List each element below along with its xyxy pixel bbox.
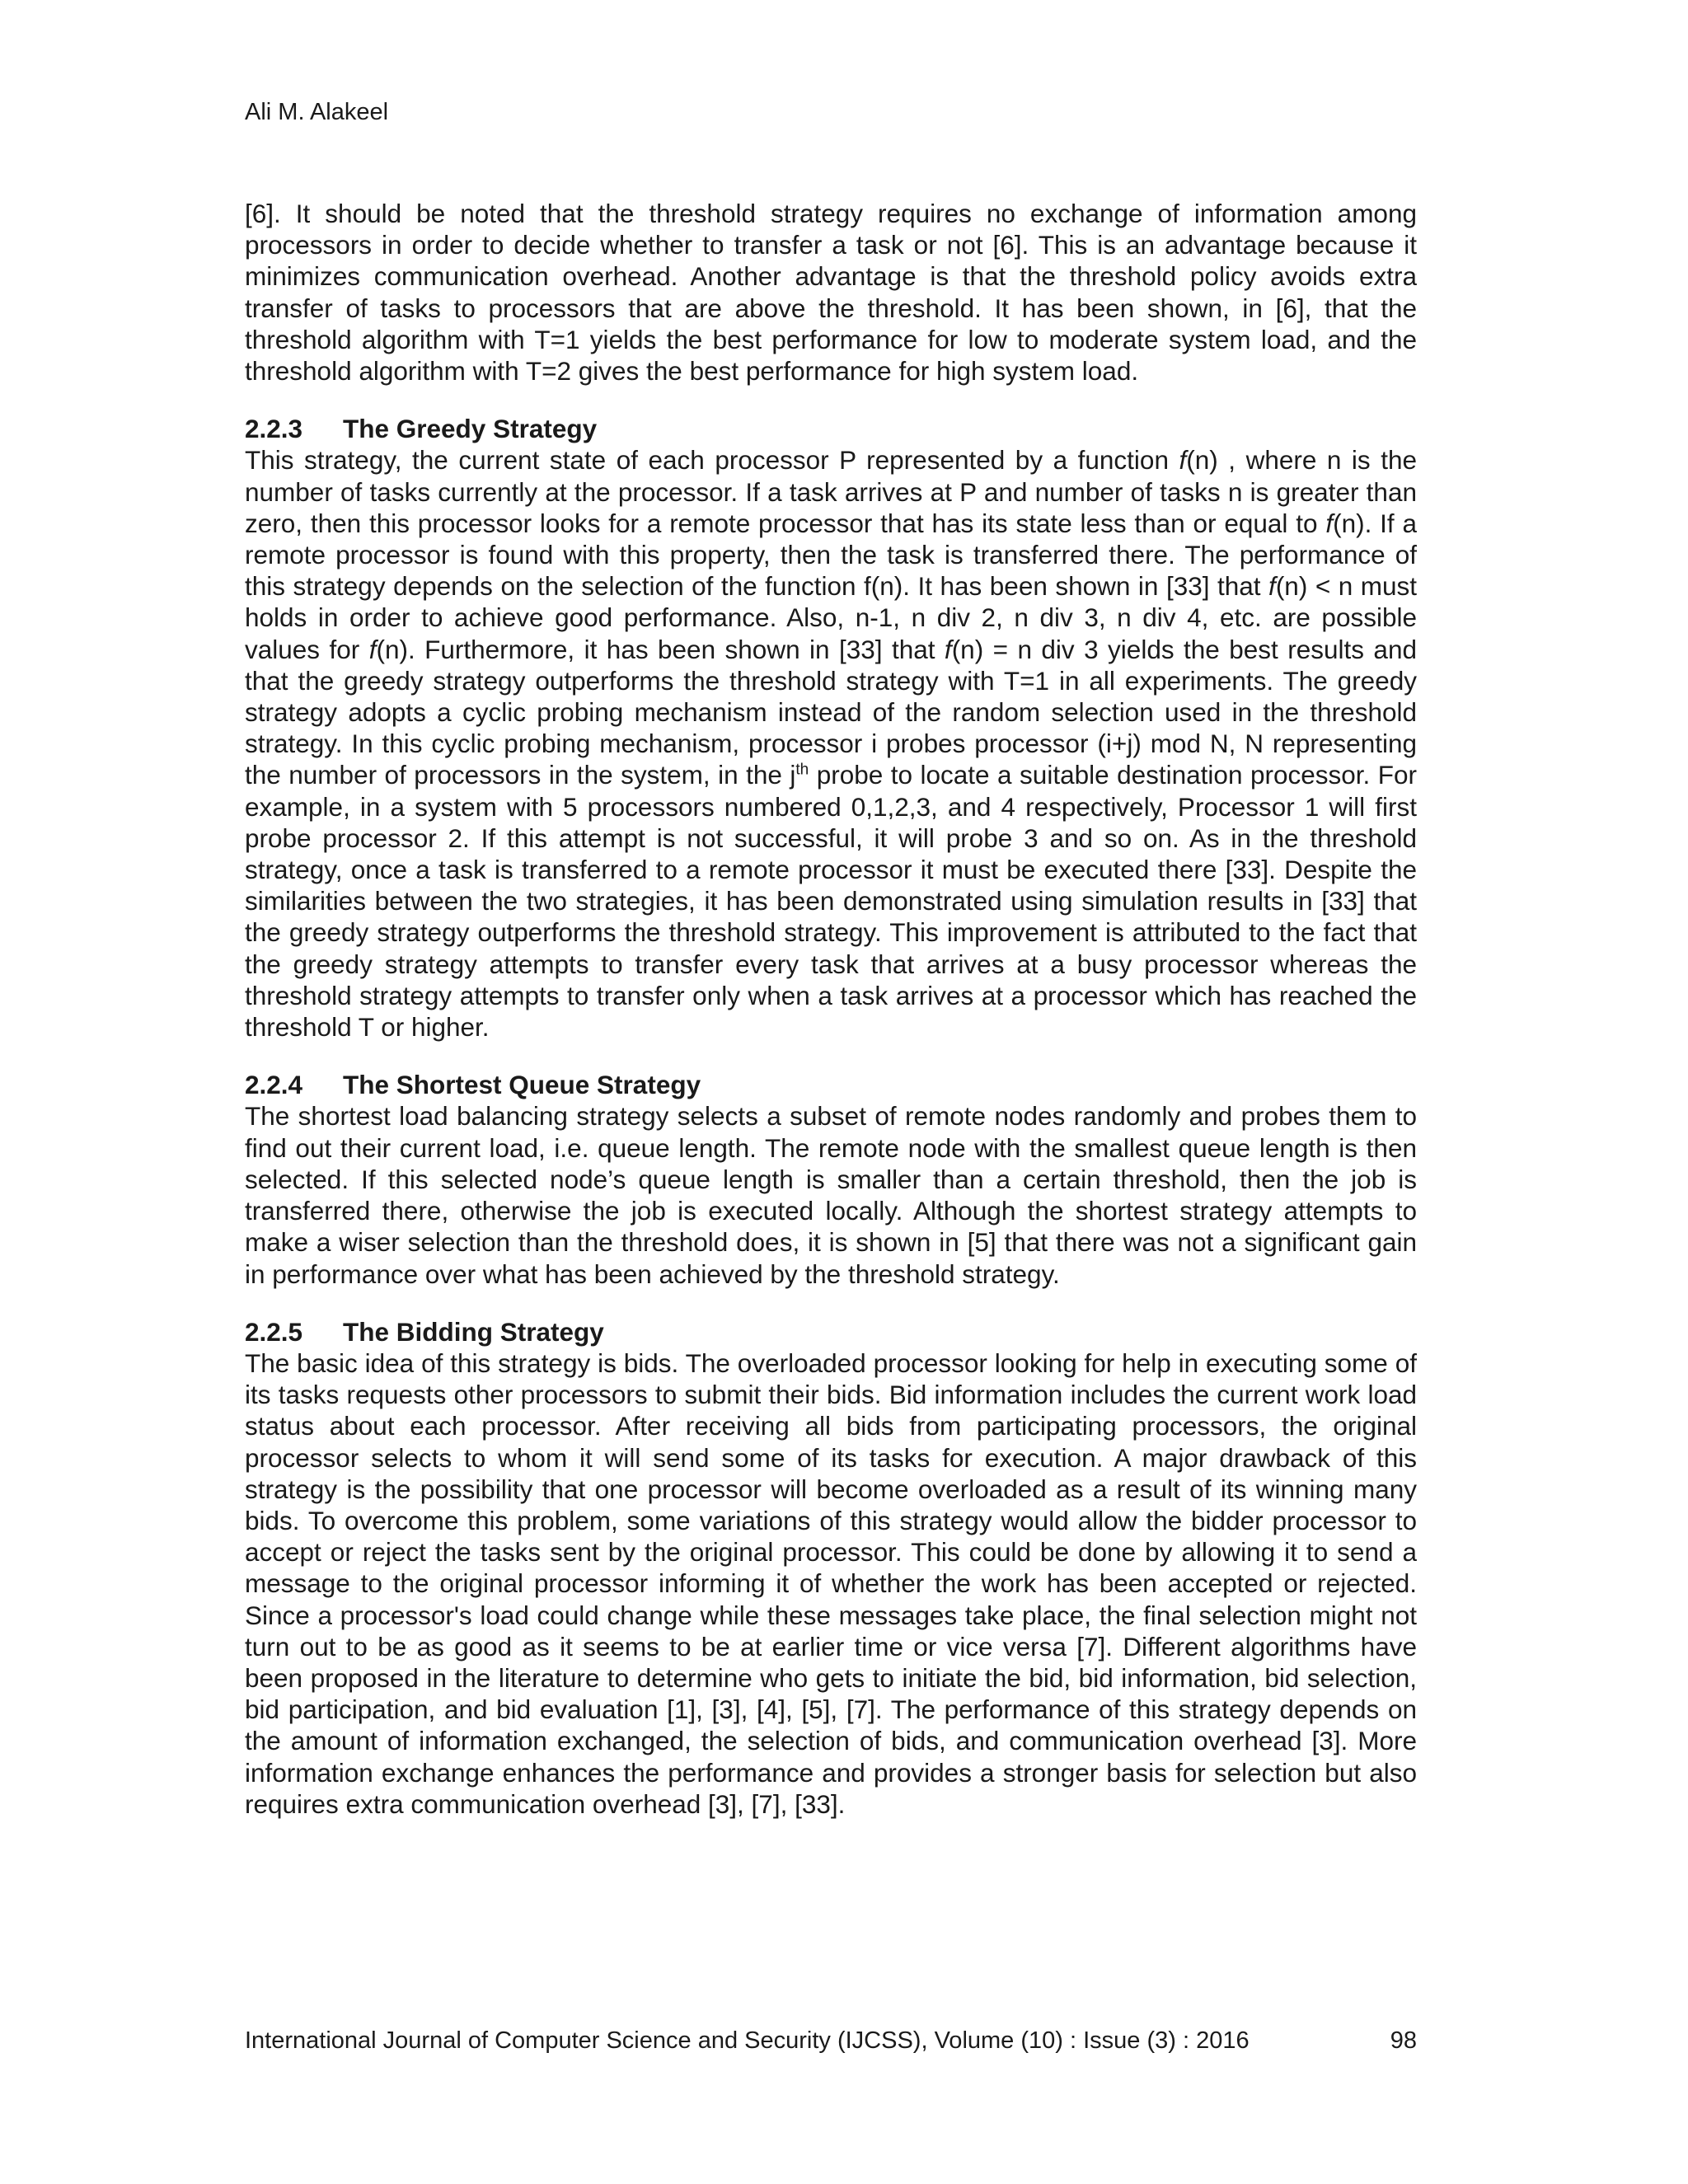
section-number: 2.2.5 xyxy=(245,1316,303,1347)
text-run: (n). Furthermore, it has been shown in [33] that xyxy=(376,634,945,664)
italic-f: f xyxy=(1325,508,1334,538)
footer-journal-citation: International Journal of Computer Science and Security (IJCSS), Volume (10) : Issue (3) : 2016 xyxy=(245,2027,1250,2054)
section-title: The Bidding Strategy xyxy=(343,1316,604,1347)
text-run: (n) , where n is the number of tasks currently at the processor. If a task arrives at P and number of tasks n is greater than zero, then this processor looks for a remote processor that has its state less than or equal to xyxy=(245,445,1418,538)
page-body xyxy=(245,198,1417,1820)
section-heading xyxy=(245,413,1417,444)
section-paragraph: The shortest load balancing strategy selects a subset of remote nodes randomly and probes them to find out their current load, i.e. queue length. The remote node with the smallest queue length is then selected. If this selected node’s queue length is smaller than a certain threshold, then the job is transferred there, otherwise the job is executed locally. Although the shortest strategy attempts to make a wiser selection than the threshold does, it is shown in [5] that there was not a significant gain in performance over what has been achieved by the threshold strategy. xyxy=(245,1101,1417,1289)
section-number: 2.2.3 xyxy=(245,414,303,444)
section-heading xyxy=(245,1316,1417,1347)
section-paragraph xyxy=(245,444,1417,1043)
text-run: (n) = n div 3 yields the best results and that the greedy strategy outperforms the threshold strategy with T=1 in all experiments. The greedy strategy adopts a cyclic probing mechanism instead of the random selection used in the threshold strategy. In this cyclic probing mechanism, processor i probes processor (i+j) mod N, N representing the number of processors in the system, in the j xyxy=(245,634,1417,790)
section-paragraph: The basic idea of this strategy is bids. The overloaded processor looking for help in executing some of its tasks requests other processors to submit their bids. Bid information includes the current work load status about each processor. After receiving all bids from participating processors, the original processor selects to whom it will send some of its tasks for execution. A major drawback of this strategy is the possibility that one processor will become overloaded as a result of its winning many bids. To overcome this problem, some variations of this strategy would allow the bidder processor to accept or reject the tasks sent by the original processor. This could be done by allowing it to send a message to the original processor informing it of whether the work has been accepted or rejected. Since a processor's load could change while these messages take place, the final selection might not turn out to be as good as it seems to be at earlier time or vice versa [7]. Different algorithms have been proposed in the literature to determine who gets to initiate the bid, bid information, bid selection, bid participation, and bid evaluation [1], [3], [4], [5], [7]. The performance of this strategy depends on the amount of information exchanged, the selection of bids, and communication overhead [3]. More information exchange enhances the performance and provides a stronger basis for selection but also requires extra communication overhead [3], [7], [33]. xyxy=(245,1347,1417,1819)
footer-page-number: 98 xyxy=(1390,2027,1417,2054)
text-run: (n) < n must holds in order to achieve good performance. Also, n-1, n div 2, n div 3, n div 4, etc. are possible values for xyxy=(245,571,1417,664)
running-head-author: Ali M. Alakeel xyxy=(245,99,389,125)
superscript-th: th xyxy=(795,761,809,779)
section-number: 2.2.4 xyxy=(245,1070,303,1100)
italic-f: f xyxy=(1268,571,1276,602)
text-run: probe to locate a suitable destination processor. For example, in a system with 5 processors numbered 0,1,2,3, and 4 respectively, Processor 1 will first probe processor 2. If this attempt is not successful, it will probe 3 and so on. As in the threshold strategy, once a task is transferred to a remote processor it must be executed there [33]. Despite the similarities between the two strategies, it has been demonstrated using simulation results in [33] that the greedy strategy outperforms the threshold strategy. This improvement is attributed to the fact that the greedy strategy attempts to transfer every task that arrives at a busy processor whereas the threshold strategy attempts to transfer only when a task arrives at a processor which has reached the threshold T or higher. xyxy=(245,760,1417,1043)
text-run: (n). If a remote processor is found with this property, then the task is transferred there. The performance of this strategy depends on the selection of the function f(n). It has been shown in [33] that xyxy=(245,508,1417,602)
section-greedy-strategy xyxy=(245,413,1417,1043)
italic-f: f xyxy=(944,634,952,664)
text-run: This strategy, the current state of each processor P represented by a function xyxy=(245,445,1179,476)
intro-paragraph: [6]. It should be noted that the threshold strategy requires no exchange of information among processors in order to decide whether to transfer a task or not [6]. This is an advantage because it minimizes communication overhead. Another advantage is that the threshold policy avoids extra transfer of tasks to processors that are above the threshold. It has been shown, in [6], that the threshold algorithm with T=1 yields the best performance for low to moderate system load, and the threshold algorithm with T=2 gives the best performance for high system load. xyxy=(245,199,1417,387)
section-title: The Shortest Queue Strategy xyxy=(343,1070,701,1100)
italic-f: f xyxy=(1179,445,1187,476)
section-shortest-queue-strategy xyxy=(245,1069,1417,1289)
italic-f: f xyxy=(368,634,377,664)
section-title: The Greedy Strategy xyxy=(343,414,598,444)
section-bidding-strategy xyxy=(245,1316,1417,1820)
section-heading xyxy=(245,1069,1417,1100)
